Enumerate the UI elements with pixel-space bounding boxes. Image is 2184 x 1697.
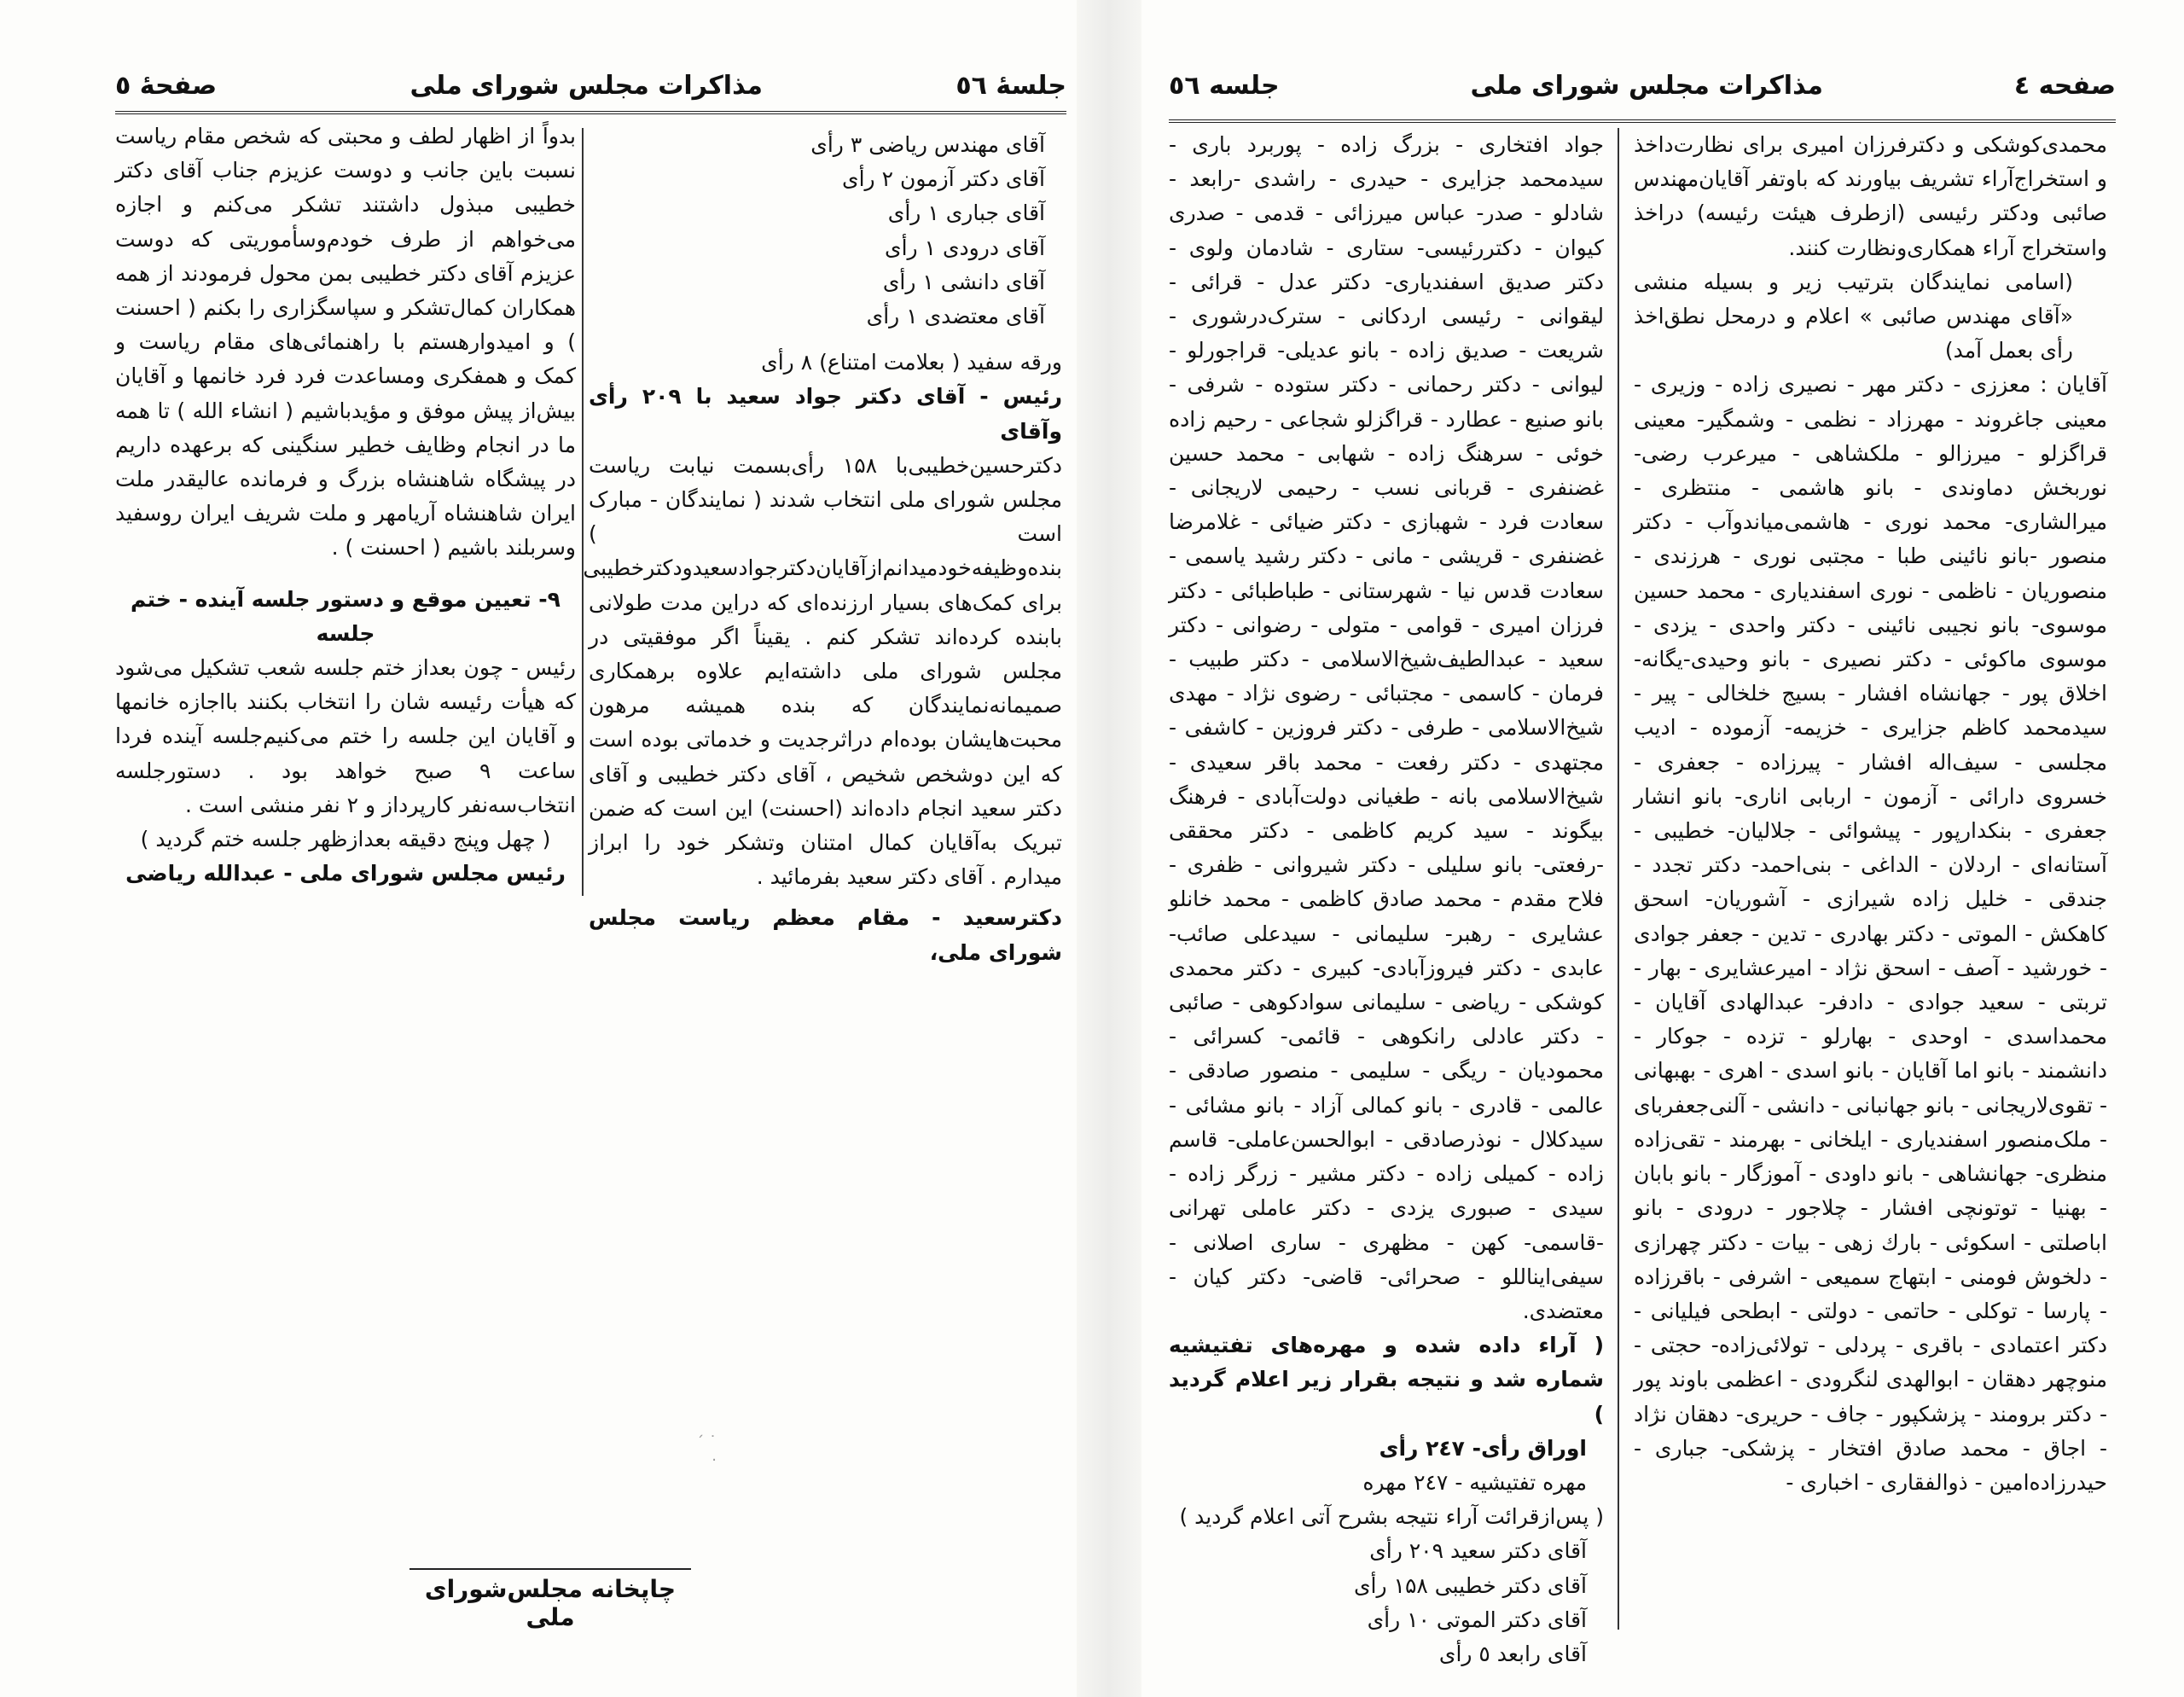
- member-names-list-continued: جواد افتخاری - بزرگ زاده - پوربرد باری - سیدمحمد جزایری - حیدری - راشدی -رابعد - شادلو - صدر- عباس میرزائی - قدمی - صدری کیوان - دکتررئیسی- ستاری - شادمان ولوی - دکتر صدیق اسفندیاری- دکتر عدل - قرائی - لیقوانی - رئیسی اردکانی - سترک‌درشوری - شریعت - صدیق زاده - بانو عدیلی- قراجورلو - لیوانی - دکتر رحمانی - دکتر ستوده - شرفی - بانو صنیع - عطارد - قراگزلو شجاعی - رحیم زاده خوئی - سرهنگ زاده - شهابی - محمد حسین غضنفری - قربانی نسب - رحیمی لاریجانی - سعادت فرد - شهبازی - دکتر ضیائی - غلامرضا غضنفری - قریشی - مانی - دکتر رشید یاسمی - سعادت قدس نیا - شهرستانی - طباطبائی - دکتر فرزان امیری - قوامی - متولی - رضوانی - دکتر سعید - عبدالطیف‌شیخ‌الاسلامی - دکتر طبیب - فرمان - کاسمی - مجتبائی - رضوی نژاد - مهدی شیخ‌الاسلامی - طرفی - دکتر فروزین - کاشفی - مجتهدی - دکتر رفعت - محمد باقر سعیدی - شیخ‌الاسلامی بانه - طغیانی دولت‌آبادی - فرهنگ بیگوند - سید کریم کاظمی - دکتر محققی -رفعتی- بانو سلیلی - دکتر شیروانی - ظفری - فلاح مقدم - محمد صادق کاظمی - محمد خانلو عشایری - رهبر- سلیمانی - سیدعلی صائب-عابدی - دکتر فیروزآبادی- کبیری - دکتر محمدی کوشکی - ریاضی - سلیمانی سوادکوهی - صائبی - دکتر عادلی رانکوهی - قائمی- کسرائی - محمودیان - ریگی - سلیمی - منصور صادقی - عالمی - قادری - بانو کمالی آزاد - بانو مشائی - سیدکلال - نوذرصادقی - ابوالحسن‌عاملی- قاسم زاده - کمیلی زاده - دکتر مشیر - زرگر زاده - سیدی - صبوری یزدی - دکتر عاملی تهرانی -قاسمی- کهن - مظهری - ساری اصلانی - سیفی‌ایناللو - صحرائی- قاضی- دکتر کیان - معتضدی.: [1169, 132, 1604, 1323]
- left-column-first: [583, 128, 1063, 970]
- printer-imprint: چاپخانه مجلس‌شورای ملی: [410, 1568, 691, 1631]
- dr-saeed-address: دکترسعید - مقام معظم ریاست مجلس شورای ملی،: [589, 905, 1062, 965]
- left-header-rule: [115, 111, 1066, 114]
- vote-line: آقای دکتر آزمون ۲ رأی: [842, 166, 1045, 192]
- right-page-header: [1169, 60, 2116, 111]
- vote-line: آقای دانشی ۱ رأی: [882, 269, 1045, 294]
- right-column-first: [1634, 128, 2107, 1500]
- count-note: ( آراء داده شده و مهره‌های تفتیشیه شماره شد و نتیجه بقرار زیر اعلام گردید ): [1169, 1333, 1604, 1427]
- vote-line: آقای مهندس ریاضی ۳ رأی: [810, 132, 1045, 157]
- tally-line: اوراق رأی- ۲٤۷ رأی: [1379, 1435, 1587, 1461]
- left-page-title: مذاکرات مجلس شورای ملی: [410, 70, 763, 101]
- left-page-header: [115, 60, 1066, 111]
- right-page-title: مذاکرات مجلس شورای ملی: [1470, 70, 1823, 101]
- result-line: آقای دکتر الموتی ۱۰ رأی: [1367, 1607, 1587, 1632]
- signature-line: رئیس مجلس شورای ملی - عبدالله ریاضی: [125, 861, 566, 886]
- right-column-second: [1169, 128, 1604, 1671]
- session-end-note: ( چهل وپنج دقیقه بعدازظهر جلسه ختم گردید ): [140, 827, 551, 852]
- right-column-separator: [1618, 128, 1619, 1630]
- right-session-label: جلسه ٥٦: [1169, 70, 1280, 101]
- section-heading: ۹- تعیین موقع و دستور جلسه آینده - ختم جلسه: [131, 586, 561, 646]
- book-gutter: [1077, 0, 1141, 1697]
- vote-list: [589, 128, 1062, 334]
- president-announcement: رئیس - آقای دکتر جواد سعید با ۲۰۹ رأی وآقای: [589, 384, 1063, 444]
- vote-line: آقای معتضدی ۱ رأی: [866, 304, 1045, 329]
- blank-ballots: ورقه سفید ( بعلامت امتناع) ۸ رأی: [761, 350, 1062, 375]
- election-results: [1169, 1534, 1604, 1671]
- roll-call-note: (اسامی نمایندگان بترتیب زیر و بسیله منشی «آقای مهندس صائبی » اعلام و درمحل نطق‌اخذ رأی بعمل آمد): [1634, 269, 2073, 363]
- result-line: آقای رابعد ٥ رأی: [1438, 1641, 1587, 1666]
- supervisors-paragraph: محمدی‌کوشکی و دکترفرزان امیری برای نظارت‌داخذ و استخراج‌آراء تشریف بیاورند که باوتفر آقایان‌مهندس صائبی ودکتر رئیسی (ازطرف هیئت رئیسه) دراخذ واستخراج آراء همکاری‌ونظارت کنند.: [1634, 132, 2107, 260]
- left-page-number: صفحهٔ ٥: [115, 70, 218, 101]
- dr-saeed-speech: بدواً از اظهار لطف و محبتی که شخص مقام ریاست نسبت باین جانب و دوست عزیزم جناب آقای دکتر خطیبی مبذول داشتند تشکر می‌کنم و اجازه می‌خواهم از طرف خودم‌وسأموریتی که دوست عزیزم آقای دکتر خطیبی بمن محول فرمودند از همه همکاران کمال‌تشکر و سپاسگزاری را بکنم ( احسنت ) و امیدوارهستم با راهنمائی‌های مقام ریاست و کمک و همفکری ومساعدت فرد فرد خانمها و آقایان بیش‌از پیش موفق و مؤیدباشیم ( انشاء الله ) تا همه ما در انجام وظایف خطیر سنگینی که برعهده داریم در پیشگاه شاهنشاه بزرگ و فرمانده عالیقدر ملت ایران شاهنشاه آریامهر و ملت شریف ایران روسفید وسربلند باشیم ( احسنت ) .: [115, 124, 576, 561]
- member-names-list: آقایان : معززی - دکتر مهر - نصیری زاده - وزیری - معینی جاغروند - مهرزاد - نظمی - وشمگیر- معینی قراگزلو - میرزالو - ملکشاهی - میرعرب رضی- نوربخش دماوندی - بانو هاشمی - منتظری - میرالشاری- محمد نوری - هاشمی‌میاندوآب - دکتر منصور -بانو نائینی طبا - مجتبی نوری - هرزندی - منصوریان - ناظمی - نوری اسفندیاری - محمد حسین موسوی- بانو نجیبی نائینی - دکتر واحدی - یزدی - موسوی ماکوئی - دکتر نصیری - بانو وحیدی-یگانه- اخلاق پور - جهانشاه افشار - بسیج خلخالی - پیر - سیدمحمد کاظم جزایری - خزیمه- آزموده - ادیب مجلسی - سیف‌اله افشار - پیرزاده - جعفری - خسروی دارائی - آزمون - اربابی اناری- بانو انشار جعفری - بنکدارپور - پیشوائی - جلالیان- خطیبی - آستانه‌ای - اردلان - الداغی - بنی‌احمد- دکتر تجدد - جندقی - خلیل زاده شیرازی - آشوریان- اسحق کاهکش - الموتی - دکتر بهادری - تدین - جعفر جوادی - خورشید - آصف - اسحق نژاد - امیرعشایری - بهار - تربتی - سعید جوادی - دادفر- عبدالهادی آقایان - محمداسدی - اوحدی - بهارلو - تزده - جوکار - دانشمند - بانو اما آقایان - بانو اسدی - اهری - بهبهانی - تقوی‌لاریجانی - بانو جهانبانی - دانشی - آلنی‌جعفربای - ملک‌منصور اسفندیاری - ایلخانی - بهرمند - تقی‌زاده منظری- جهانشاهی - بانو داودی - آموزگار - بانو بابان - بهنیا - توتونچی افشار - چلاجور - درودی - بانو اباصلتی - اسکوئی - بارك زهی - بیات - دکتر چهرازی - دلخوش فومنی - ابتهاج سمیعی - اشرفی - باقرزاده - پارسا - توکلی - حاتمی - دولتی - ابطحی فیلیانی - دکتر اعتمادی - باقری - پردلی - تولائی‌زاده- حجتی - منوچهر دهقان - ابوالهدی لنگرودی - اعظمی باوند پور - دکتر برومند - پزشکپور - جاف - حریری- دهقان نژاد - اجاق - محمد صادق افتخار - پزشکی- جباری - حیدرزاده‌امین - ذوالفقاری - اخباری -: [1634, 372, 2107, 1495]
- right-header-rule: [1169, 119, 2116, 123]
- president-speech: دکترحسین‌خطیبی‌با ۱۵۸ رأی‌بسمت نیابت ریاست مجلس شورای ملی انتخاب شدند ( نمایندگان - مبارک است ) بنده‌وظیفه‌خودمیدانم‌ازآقایان‌دکترجوادسعیدودکترخطیبی برای کمک‌های بسیار ارزنده‌ای که دراین مدت طولانی بابنده کرده‌اند تشکر کنم . یقیناً اگر موفقیتی در مجلس شورای ملی داشته‌ایم علاوه برهمکاری صمیمانه‌نمایندگان که بنده همیشه مرهون محبت‌هایشان بوده‌ام دراثرجدیت و خدماتی بوده است که این دوشخص شخیص ، آقای دکتر خطیبی و آقای دکتر سعید انجام داده‌اند (احسنت) این است که ضمن تبریک به‌آقایان کمال امتنان وتشکر خود را ابراز میدارم . آقای دکتر سعید بفرمائید .: [583, 452, 1062, 890]
- result-note: ( پس‌ازقرائت آراء نتیجه بشرح آتی اعلام گردید ): [1179, 1504, 1604, 1530]
- result-line: آقای دکتر خطیبی ۱۵۸ رأی: [1353, 1572, 1587, 1598]
- right-page: [1143, 0, 2184, 1697]
- result-line: آقای دکتر سعید ۲۰۹ رأی: [1369, 1538, 1587, 1564]
- vote-line: آقای جباری ۱ رأی: [887, 201, 1045, 226]
- left-column-second: [115, 119, 576, 891]
- closing-remarks: رئیس - چون بعداز ختم جلسه شعب تشکیل می‌شود که هیأت رئیسه شان را انتخاب بکنند بااجازه خانمها و آقایان این جلسه را ختم می‌کنیم‌جلسه آینده فردا ساعت ۹ صبح خواهد بود . دستورجلسه انتخاب‌سه‌نفر کارپرداز و ۲ نفر منشی است .: [115, 655, 576, 817]
- left-page: [0, 0, 1075, 1697]
- right-page-number: صفحه ٤: [2013, 70, 2116, 101]
- ballot-tally: [1169, 1432, 1604, 1500]
- print-specks: ˙ ´ ·: [696, 1433, 717, 1469]
- vote-line: آقای درودی ۱ رأی: [885, 235, 1045, 260]
- left-column-separator: [582, 128, 584, 896]
- left-session-label: جلسهٔ ٥٦: [956, 70, 1066, 101]
- tally-line: مهره تفتیشیه - ۲٤۷ مهره: [1362, 1469, 1587, 1495]
